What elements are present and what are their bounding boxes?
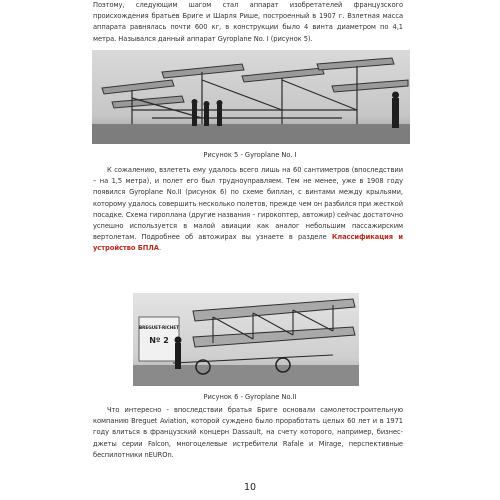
paragraph-gyroplane-1-intro: Поэтому, следующим шагом стал аппарат изобретателей французского происхождения братьев Бриге и Шарля Рише, построенный в 1907 г. Взлетная масса аппарата равнялась почти 600 кг, в конструкции было 4 винта диаметром по 4,1 метра. Назывался данный аппарат Gyroplane No. I (рисунок 5).	[93, 1, 403, 43]
paragraph-breguet-aviation: Что интересно - впоследствии братья Бриге основали самолетостроительную компанию Breguet Aviation, которой суждено было проработать целых 60 лет и в 1971 году влиться в французский концерн Dassault, на счету которого, например, бизнес-джеты серии Falcon, многоцелевые истребители Rafale и Mirage, перспективные беспилотники nEUROn.	[93, 406, 403, 459]
photo-gyroplane-no-2	[133, 293, 359, 386]
photo-gyroplane-no-1	[92, 50, 410, 144]
sign-number: Nº 2	[149, 336, 169, 345]
figure-6-caption: Рисунок 6 - Gyroplane No.II	[203, 393, 297, 401]
paragraph-gyroplane-2-history	[93, 165, 403, 255]
figure-5-caption: Рисунок 5 - Gyroplane No. I	[203, 151, 297, 159]
page-number: 10	[243, 482, 257, 493]
paragraph-text: К сожалению, взлететь ему удалось всего лишь на 60 сантиметров (впоследствии – на 1,5 метра), и полет его был трудноуправляем. Тем не менее, уже в 1908 году появился Gyroplane No.II (рисунок 6) по схеме биплан, с винтами между крыльями, которому удалось совершить несколько полетов, прежде чем он разбился при жесткой посадке. Схема гироплана (другие названия – гирокоптер, автожир) сейчас достаточно успешно используется в малой авиации как аналог небольшим пассажирским вертолетам. Подробнее об автожирах вы узнаете в разделе	[93, 166, 404, 242]
paragraph-end: .	[158, 244, 162, 253]
sign-text: BREGUET-RICHET	[138, 325, 180, 330]
link-classification-uav[interactable]: Классификация и устройство БПЛА	[93, 233, 403, 253]
